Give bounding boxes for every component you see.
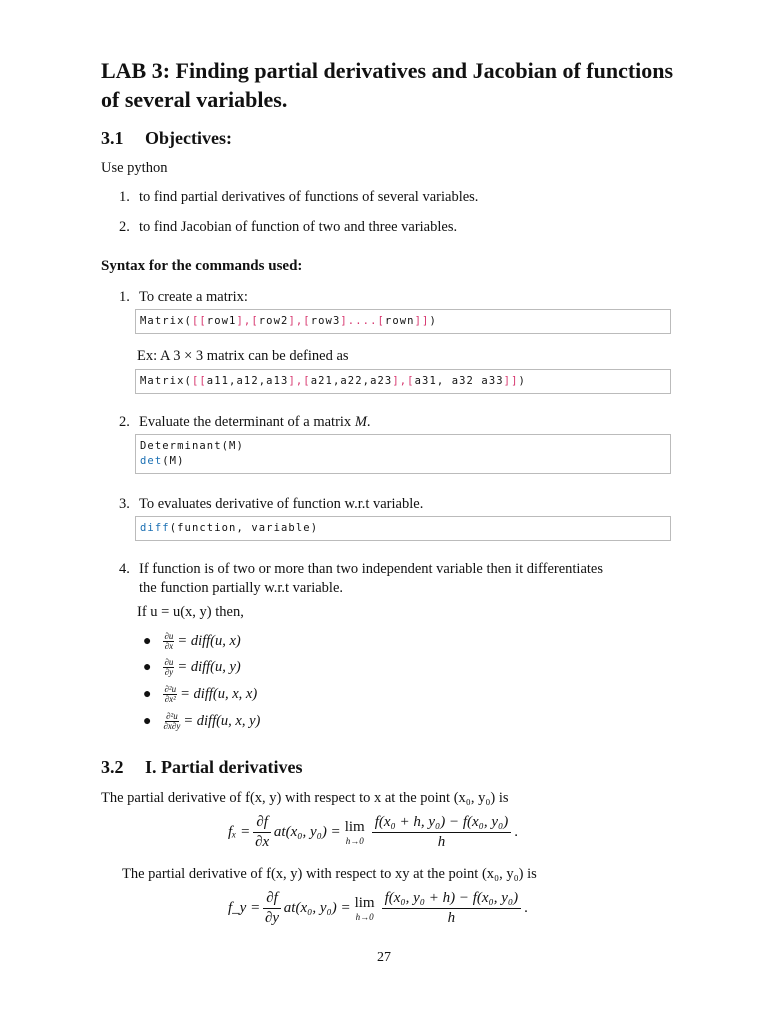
syntax-item-4-continued: the function partially w.r.t variable.	[139, 580, 344, 596]
use-python-text: Use python	[101, 160, 168, 176]
equation-fy: f_y = $\frac{\partial f}{\partial y}$ at(x₀, y₀) = lim h→0 f(x₀, y₀ + h) − f(x₀, y₀) h .	[228, 890, 528, 926]
section-number: 3.1	[101, 128, 124, 148]
code-block-determinant: Determinant(M) det(M)	[135, 434, 671, 474]
section-3-2-heading: 3.2 I. Partial derivatives	[101, 757, 303, 777]
syntax-item-1: 1. To create a matrix:	[119, 289, 248, 305]
example-text: Ex: A 3 × 3 matrix can be defined as	[137, 348, 349, 364]
if-u-text: If u = u(x, y) then,	[137, 604, 244, 620]
list-item: ● $\frac{\partial u}{\partial y}$ = diff(u, y)	[143, 657, 241, 677]
partial-derivative-text-1: The partial derivative of f(x, y) with respect to x at the point (x₀, y₀) is	[101, 790, 509, 806]
page-title: LAB 3: Finding partial derivatives and Jacobian of functions of several variables.	[101, 58, 674, 112]
syntax-item-3: 3. To evaluates derivative of function w.r.t variable.	[119, 496, 424, 512]
syntax-item-4: 4. If function is of two or more than two independent variable then it differentiates	[119, 561, 603, 577]
section-title: Objectives:	[145, 128, 232, 148]
code-block-diff: diff(function, variable)	[135, 516, 671, 541]
section-3-1-heading	[101, 128, 232, 149]
partial-derivative-text-2: The partial derivative of f(x, y) with respect to xy at the point (x₀, y₀) is	[122, 866, 537, 882]
objective-item: 2. to find Jacobian of function of two and three variables.	[119, 219, 458, 235]
code-block-matrix: Matrix([[row1],[row2],[row3]....[rown]])	[135, 309, 671, 334]
list-item: ● $\frac{\text{∂²u}}{\text{∂x²}}$ = diff(u, x, x)	[143, 684, 258, 704]
list-item: ● $\frac{\text{∂²u}}{\partial x\partial y}$ = diff(u, x, y)	[143, 711, 261, 731]
equation-fx: fₓ = $\frac{\partial f}{\partial x}$ at(x₀, y₀) = lim h→0 f(x₀ + h, y₀) − f(x₀, y₀) h .	[228, 814, 519, 850]
objective-item: 1. to find partial derivatives of functions of several variables.	[119, 189, 479, 205]
page-number: 27	[377, 950, 391, 965]
syntax-heading: Syntax for the commands used:	[101, 258, 303, 274]
code-block-matrix-example: Matrix([[a11,a12,a13],[a21,a22,a23],[a31, a32 a33]])	[135, 369, 671, 394]
syntax-item-2: 2. Evaluate the determinant of a matrix M.	[119, 414, 371, 430]
list-item: ● $\frac{\partial u}{\partial x}$ = diff(u, x)	[143, 631, 241, 651]
